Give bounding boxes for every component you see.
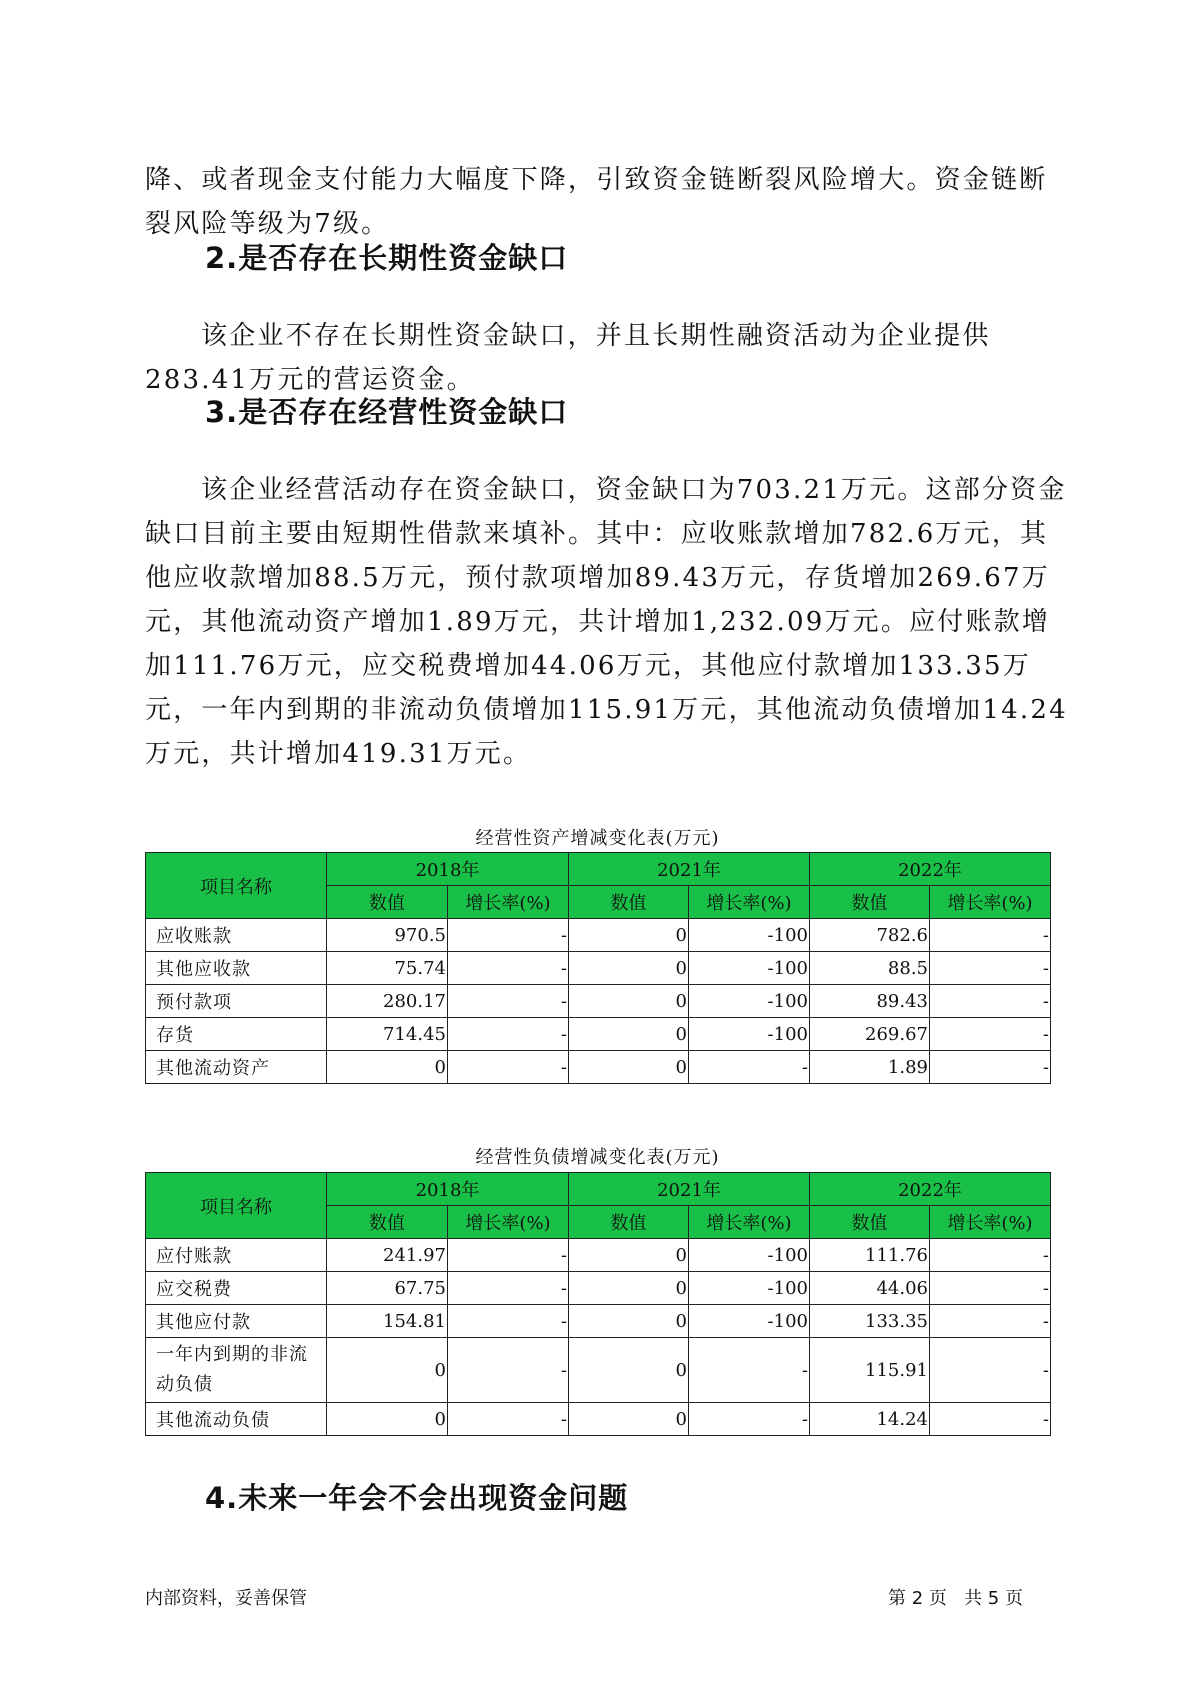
paragraph-operating-gap: 该企业经营活动存在资金缺口，资金缺口为703.21万元。这部分资金缺口目前主要由短期性借款来填补。其中：应收账款增加782.6万元，其他应收款增加88.5万元，预付款项增加89.43万元，存货增加269.67万元，其他流动资产增加1.89万元，共计增加1,232.09万元。应付账款增加111.76万元，应交税费增加44.06万元，其他应付款增加133.35万元，一年内到期的非流动负债增加115.91万元，其他流动负债增加14.24万元，共计增加419.31万元。 <box>145 475 1068 769</box>
cell-growth-2021: -100 <box>689 1305 810 1338</box>
cell-value-2022: 89.43 <box>810 985 930 1018</box>
cell-value-2021: 0 <box>569 1051 689 1084</box>
cell-growth-2022: - <box>930 985 1051 1018</box>
row-label: 一年内到期的非流动负债 <box>146 1338 327 1403</box>
table-row <box>146 1018 1051 1051</box>
cell-growth-2021: -100 <box>689 1239 810 1272</box>
cell-growth-2021: - <box>689 1051 810 1084</box>
cell-growth-2021: - <box>689 1338 810 1403</box>
cell-value-2021: 0 <box>569 1239 689 1272</box>
header-item-name: 项目名称 <box>146 853 327 919</box>
header-value: 数值 <box>810 1206 930 1239</box>
cell-growth-2022: - <box>930 1051 1051 1084</box>
cell-value-2021: 0 <box>569 1403 689 1436</box>
cell-growth-2022: - <box>930 1305 1051 1338</box>
cell-value-2021: 0 <box>569 952 689 985</box>
cell-value-2018: 0 <box>327 1403 448 1436</box>
cell-value-2021: 0 <box>569 919 689 952</box>
cell-value-2021: 0 <box>569 985 689 1018</box>
header-value: 数值 <box>327 886 448 919</box>
row-label: 应付账款 <box>146 1239 327 1272</box>
row-label: 预付款项 <box>146 985 327 1018</box>
header-growth: 增长率(%) <box>930 886 1051 919</box>
header-year-2018: 2018年 <box>327 1173 569 1206</box>
cell-value-2021: 0 <box>569 1338 689 1403</box>
footer-page-number: 第 2 页 共 5 页 <box>888 1588 1023 1609</box>
row-label: 存货 <box>146 1018 327 1051</box>
cell-growth-2022: - <box>930 952 1051 985</box>
cell-value-2018: 154.81 <box>327 1305 448 1338</box>
cell-value-2022: 88.5 <box>810 952 930 985</box>
cell-growth-2021: -100 <box>689 1018 810 1051</box>
footer-confidential-note: 内部资料，妥善保管 <box>145 1588 307 1609</box>
cell-growth-2022: - <box>930 1338 1051 1403</box>
cell-value-2022: 133.35 <box>810 1305 930 1338</box>
assets-table <box>145 852 1051 1084</box>
cell-growth-2018: - <box>448 1272 569 1305</box>
header-value: 数值 <box>569 886 689 919</box>
assets-table-caption: 经营性资产增减变化表(万元) <box>475 828 720 849</box>
header-growth: 增长率(%) <box>930 1206 1051 1239</box>
cell-growth-2021: -100 <box>689 952 810 985</box>
cell-growth-2022: - <box>930 1403 1051 1436</box>
cell-value-2021: 0 <box>569 1018 689 1051</box>
cell-growth-2018: - <box>448 1239 569 1272</box>
cell-growth-2018: - <box>448 985 569 1018</box>
table-row <box>146 952 1051 985</box>
cell-value-2022: 115.91 <box>810 1338 930 1403</box>
cell-growth-2022: - <box>930 1018 1051 1051</box>
table-row <box>146 1272 1051 1305</box>
header-growth: 增长率(%) <box>689 1206 810 1239</box>
cell-value-2022: 782.6 <box>810 919 930 952</box>
header-year-2022: 2022年 <box>810 1173 1051 1206</box>
heading-future-funding: 4.未来一年会不会出现资金问题 <box>205 1481 629 1515</box>
cell-value-2018: 280.17 <box>327 985 448 1018</box>
cell-growth-2022: - <box>930 1272 1051 1305</box>
table-row <box>146 985 1051 1018</box>
heading-long-term-gap: 2.是否存在长期性资金缺口 <box>205 241 569 275</box>
row-label: 应交税费 <box>146 1272 327 1305</box>
liabilities-table-caption: 经营性负债增减变化表(万元) <box>475 1147 720 1168</box>
cell-growth-2018: - <box>448 919 569 952</box>
row-label: 其他流动资产 <box>146 1051 327 1084</box>
paragraph-long-term-gap: 该企业不存在长期性资金缺口，并且长期性融资活动为企业提供283.41万元的营运资金。 <box>145 321 991 395</box>
cell-value-2021: 0 <box>569 1272 689 1305</box>
cell-value-2018: 0 <box>327 1338 448 1403</box>
table-row <box>146 919 1051 952</box>
cell-value-2022: 269.67 <box>810 1018 930 1051</box>
header-value: 数值 <box>810 886 930 919</box>
header-year-2022: 2022年 <box>810 853 1051 886</box>
cell-growth-2018: - <box>448 1305 569 1338</box>
cell-value-2018: 75.74 <box>327 952 448 985</box>
cell-growth-2021: -100 <box>689 919 810 952</box>
table-row <box>146 1338 1051 1403</box>
header-item-name: 项目名称 <box>146 1173 327 1239</box>
cell-value-2021: 0 <box>569 1305 689 1338</box>
header-growth: 增长率(%) <box>448 886 569 919</box>
table-row <box>146 1051 1051 1084</box>
cell-value-2022: 111.76 <box>810 1239 930 1272</box>
row-label: 其他应收款 <box>146 952 327 985</box>
header-value: 数值 <box>327 1206 448 1239</box>
cell-value-2022: 14.24 <box>810 1403 930 1436</box>
cell-growth-2021: -100 <box>689 985 810 1018</box>
cell-growth-2018: - <box>448 1051 569 1084</box>
liabilities-table <box>145 1172 1051 1436</box>
cell-value-2018: 970.5 <box>327 919 448 952</box>
table-row <box>146 1305 1051 1338</box>
row-label: 其他流动负债 <box>146 1403 327 1436</box>
cell-growth-2018: - <box>448 1338 569 1403</box>
cell-growth-2022: - <box>930 919 1051 952</box>
cell-growth-2018: - <box>448 952 569 985</box>
cell-value-2018: 0 <box>327 1051 448 1084</box>
header-year-2021: 2021年 <box>569 1173 810 1206</box>
header-year-2018: 2018年 <box>327 853 569 886</box>
cell-growth-2022: - <box>930 1239 1051 1272</box>
row-label: 应收账款 <box>146 919 327 952</box>
cell-value-2022: 1.89 <box>810 1051 930 1084</box>
header-value: 数值 <box>569 1206 689 1239</box>
cell-value-2022: 44.06 <box>810 1272 930 1305</box>
paragraph-risk-level: 降、或者现金支付能力大幅度下降，引致资金链断裂风险增大。资金链断裂风险等级为7级。 <box>145 165 1048 239</box>
header-growth: 增长率(%) <box>689 886 810 919</box>
cell-value-2018: 714.45 <box>327 1018 448 1051</box>
row-label: 其他应付款 <box>146 1305 327 1338</box>
cell-growth-2018: - <box>448 1403 569 1436</box>
table-row <box>146 1239 1051 1272</box>
cell-growth-2021: - <box>689 1403 810 1436</box>
cell-growth-2018: - <box>448 1018 569 1051</box>
header-year-2021: 2021年 <box>569 853 810 886</box>
heading-operating-gap: 3.是否存在经营性资金缺口 <box>205 395 569 429</box>
cell-value-2018: 67.75 <box>327 1272 448 1305</box>
cell-growth-2021: -100 <box>689 1272 810 1305</box>
table-row <box>146 1403 1051 1436</box>
cell-value-2018: 241.97 <box>327 1239 448 1272</box>
header-growth: 增长率(%) <box>448 1206 569 1239</box>
